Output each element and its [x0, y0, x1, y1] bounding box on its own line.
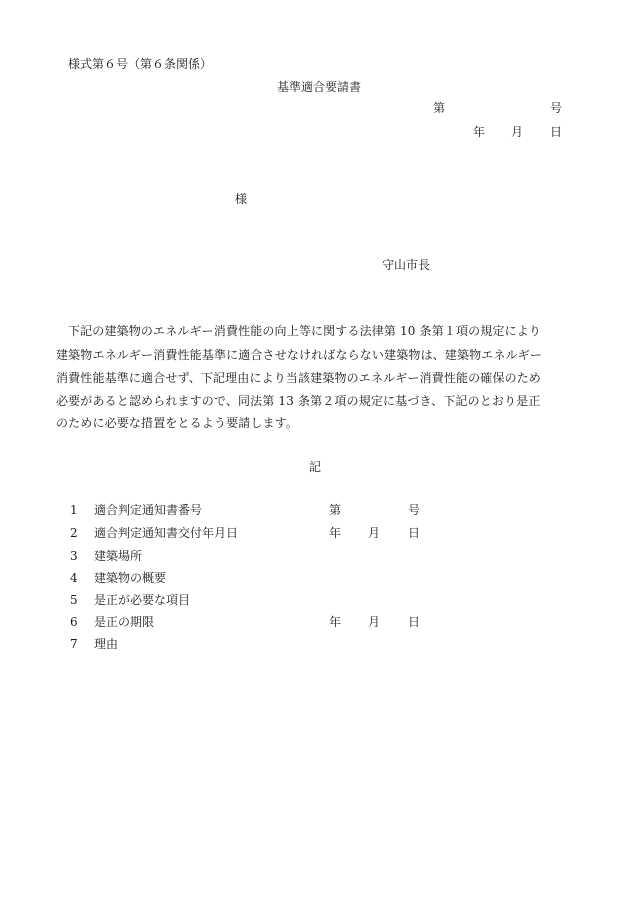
item-field-1: 年 [329, 615, 342, 629]
sender-name: 守山市長 [382, 258, 431, 272]
item-label: 理由 [94, 637, 119, 651]
date-year-label: 年 [473, 125, 486, 139]
body-text-line: 建築物エネルギー消費性能基準に適合させなければならない建築物は、建築物エネルギー [56, 348, 543, 362]
item-label: 是正が必要な項目 [94, 593, 191, 607]
item-label: 建築場所 [94, 549, 143, 563]
item-field-3: 日 [408, 526, 421, 540]
item-field-2: 月 [368, 615, 381, 629]
item-label: 建築物の概要 [94, 571, 167, 585]
item-number: 5 [70, 593, 78, 607]
item-number: 4 [70, 571, 78, 585]
form-number: 様式第６号（第６条関係） [68, 57, 213, 71]
date-month-label: 月 [511, 125, 524, 139]
body-text-line: のために必要な措置をとるよう要請します。 [56, 416, 299, 430]
number-suffix: 号 [550, 101, 563, 115]
item-number: 2 [70, 526, 78, 540]
document-title: 基準適合要請書 [277, 80, 362, 94]
item-label: 適合判定通知書番号 [94, 503, 203, 517]
number-prefix: 第 [433, 101, 446, 115]
body-text-line: 下記の建築物のエネルギー消費性能の向上等に関する法律第 10 条第１項の規定により [68, 324, 542, 338]
item-field-1: 第 [329, 503, 342, 517]
item-label: 是正の期限 [94, 615, 155, 629]
item-number: 3 [70, 549, 78, 563]
item-number: 7 [70, 637, 78, 651]
date-day-label: 日 [550, 125, 563, 139]
body-text-line: 必要があると認められますので、同法第 13 条第２項の規定に基づき、下記のとおり是正 [56, 394, 541, 408]
item-number: 1 [70, 503, 78, 517]
item-field-1: 年 [329, 526, 342, 540]
body-text-line: 消費性能基準に適合せず、下記理由により当該建築物のエネルギー消費性能の確保のため [56, 371, 542, 385]
item-field-3: 号 [408, 503, 421, 517]
addressee-suffix: 様 [235, 192, 248, 206]
item-label: 適合判定通知書交付年月日 [94, 526, 239, 540]
ki-heading: 記 [309, 460, 322, 474]
item-field-3: 日 [408, 615, 421, 629]
item-number: 6 [70, 615, 78, 629]
item-field-2: 月 [368, 526, 381, 540]
